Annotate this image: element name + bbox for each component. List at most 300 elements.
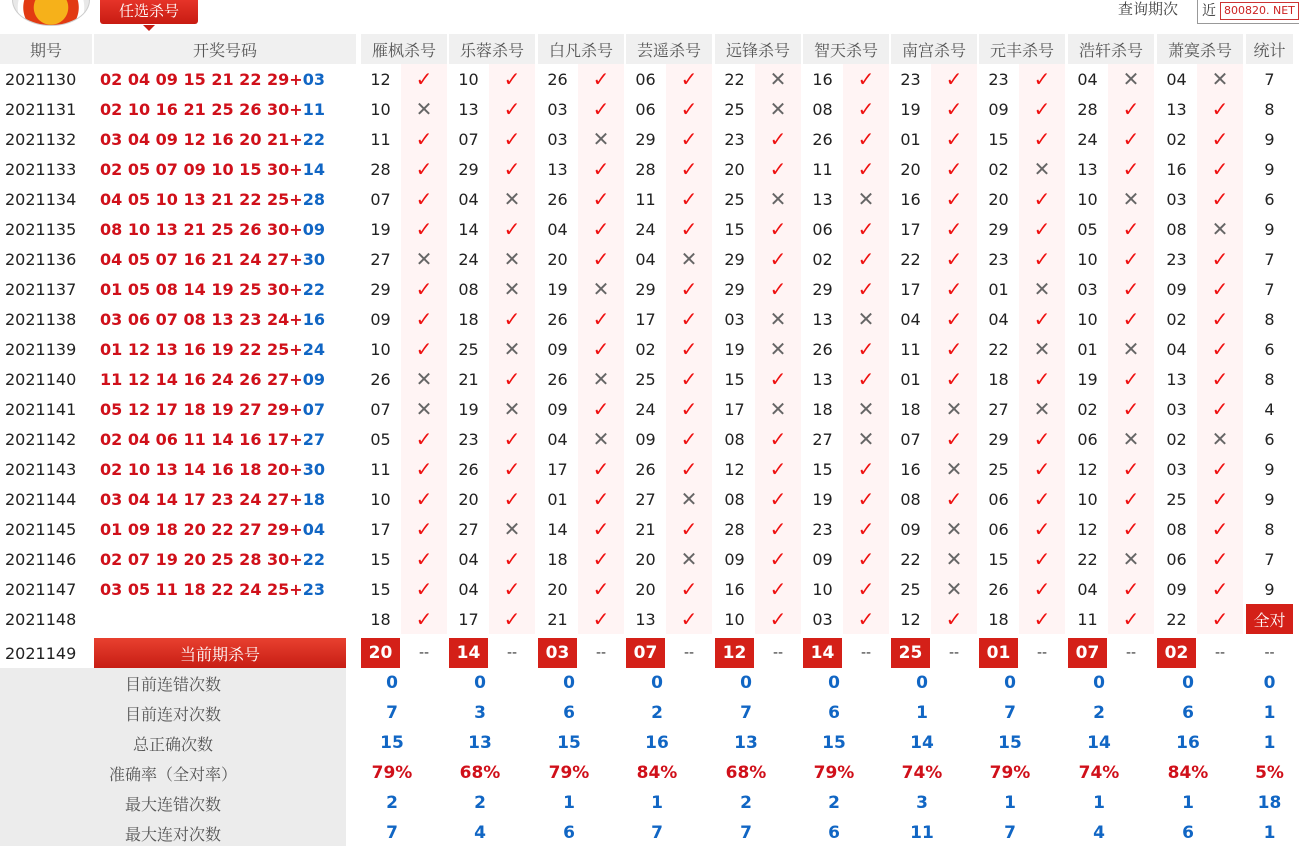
stat-cell: 9: [1246, 214, 1293, 244]
cross-icon: ✕: [931, 394, 977, 424]
stats-value: 16: [1145, 728, 1231, 758]
stats-value: 2: [349, 788, 435, 818]
stats-label: 最大连对次数: [0, 818, 346, 846]
stats-total: 1: [1246, 728, 1293, 758]
column-header-killer: 远锋杀号: [715, 34, 801, 64]
stat-cell: 9: [1246, 454, 1293, 484]
period-cell: 2021140: [0, 364, 92, 394]
kill-number: 10: [361, 484, 400, 514]
stats-row: [0, 668, 1299, 698]
red-balls: 03 04 14 17 23 24 27: [100, 489, 290, 509]
red-balls: 04 05 07 16 21 24 27: [100, 249, 290, 269]
stats-value: 74%: [879, 758, 965, 788]
blue-ball: 11: [302, 99, 325, 119]
kill-number: 18: [891, 394, 930, 424]
stats-value: 6: [526, 818, 612, 846]
stat-cell: 9: [1246, 154, 1293, 184]
blue-ball: 03: [302, 69, 325, 89]
cross-icon: ✕: [1197, 64, 1243, 94]
table-row: [0, 304, 1299, 334]
stats-value: 0: [791, 668, 877, 698]
check-icon: ✓: [755, 364, 801, 394]
kill-number: 26: [538, 64, 577, 94]
check-icon: ✓: [1108, 274, 1154, 304]
stats-value: 1: [526, 788, 612, 818]
kill-number: 12: [715, 454, 754, 484]
stats-total: 5%: [1246, 758, 1293, 788]
check-icon: ✓: [1197, 334, 1243, 364]
kill-number: 04: [626, 244, 665, 274]
kill-number: 16: [891, 454, 930, 484]
cross-icon: ✕: [755, 94, 801, 124]
cross-icon: ✕: [578, 364, 624, 394]
check-icon: ✓: [1108, 454, 1154, 484]
kill-number: 26: [361, 364, 400, 394]
check-icon: ✓: [843, 334, 889, 364]
kill-number: 12: [361, 64, 400, 94]
period-cell: 2021144: [0, 484, 92, 514]
plus-sign: +: [289, 279, 303, 299]
plus-sign: +: [289, 309, 303, 329]
cross-icon: ✕: [843, 184, 889, 214]
check-icon: ✓: [1108, 94, 1154, 124]
kill-number: 28: [1068, 94, 1107, 124]
stat-cell: 6: [1246, 334, 1293, 364]
check-icon: ✓: [755, 124, 801, 154]
kill-number: 03: [803, 604, 842, 634]
check-icon: ✓: [578, 64, 624, 94]
cross-icon: ✕: [489, 334, 535, 364]
column-header-numbers: 开奖号码: [94, 34, 356, 64]
check-icon: ✓: [489, 574, 535, 604]
plus-sign: +: [289, 549, 303, 569]
kill-number: 18: [361, 604, 400, 634]
pending-dash: --: [843, 638, 889, 668]
kill-number: 20: [538, 574, 577, 604]
stat-cell: 9: [1246, 484, 1293, 514]
check-icon: ✓: [755, 454, 801, 484]
check-icon: ✓: [843, 484, 889, 514]
kill-number: 26: [449, 454, 488, 484]
tab-custom-kill[interactable]: 任选杀号: [100, 0, 198, 24]
kill-number: 05: [1068, 214, 1107, 244]
kill-number: 10: [361, 94, 400, 124]
kill-number: 15: [979, 544, 1018, 574]
stats-value: 2: [1056, 698, 1142, 728]
check-icon: ✓: [401, 274, 447, 304]
column-header-killer: 白凡杀号: [538, 34, 624, 64]
draw-numbers-cell: [94, 124, 356, 154]
current-kill-badge: 07: [1068, 638, 1107, 668]
check-icon: ✓: [1019, 484, 1065, 514]
period-cell: 2021135: [0, 214, 92, 244]
kill-number: 04: [1068, 64, 1107, 94]
check-icon: ✓: [666, 604, 712, 634]
stats-value: 84%: [1145, 758, 1231, 788]
blue-ball: 27: [302, 429, 325, 449]
cross-icon: ✕: [1019, 274, 1065, 304]
table-row: [0, 394, 1299, 424]
check-icon: ✓: [1197, 184, 1243, 214]
check-icon: ✓: [401, 124, 447, 154]
stats-value: 0: [703, 668, 789, 698]
kill-number: 25: [715, 94, 754, 124]
check-icon: ✓: [666, 514, 712, 544]
kill-number: 15: [715, 214, 754, 244]
red-balls: 02 05 07 09 10 15 30: [100, 159, 290, 179]
blue-ball: 14: [302, 159, 325, 179]
kill-number: 10: [1068, 184, 1107, 214]
stats-value: 7: [614, 818, 700, 846]
stats-value: 79%: [526, 758, 612, 788]
red-balls: 02 10 16 21 25 26 30: [100, 99, 290, 119]
kill-number: 16: [891, 184, 930, 214]
kill-number: 17: [449, 604, 488, 634]
stats-value: 74%: [1056, 758, 1142, 788]
stat-cell: 7: [1246, 274, 1293, 304]
kill-number: 09: [1157, 274, 1196, 304]
check-icon: ✓: [578, 454, 624, 484]
stats-value: 15: [791, 728, 877, 758]
kill-number: 08: [1157, 214, 1196, 244]
stats-value: 7: [349, 698, 435, 728]
kill-number: 23: [891, 64, 930, 94]
cross-icon: ✕: [843, 394, 889, 424]
period-cell: 2021148: [0, 604, 92, 634]
kill-number: 25: [626, 364, 665, 394]
stats-value: 1: [879, 698, 965, 728]
check-icon: ✓: [578, 484, 624, 514]
kill-number: 09: [538, 394, 577, 424]
kill-number: 06: [1068, 424, 1107, 454]
kill-number: 23: [1157, 244, 1196, 274]
kill-number: 09: [979, 94, 1018, 124]
kill-number: 20: [626, 574, 665, 604]
cross-icon: ✕: [489, 184, 535, 214]
check-icon: ✓: [578, 214, 624, 244]
stats-value: 15: [526, 728, 612, 758]
kill-number: 29: [626, 124, 665, 154]
red-balls: 08 10 13 21 25 26 30: [100, 219, 290, 239]
red-balls: 05 12 17 18 19 27 29: [100, 399, 290, 419]
current-kill-badge: 01: [979, 638, 1018, 668]
red-balls: 03 04 09 12 16 20 21: [100, 129, 290, 149]
kill-number: 02: [979, 154, 1018, 184]
stats-value: 0: [1145, 668, 1231, 698]
cross-icon: ✕: [1108, 64, 1154, 94]
kill-number: 06: [803, 214, 842, 244]
kill-number: 06: [979, 484, 1018, 514]
kill-number: 06: [979, 514, 1018, 544]
site-watermark: 800820. NET: [1220, 2, 1299, 20]
check-icon: ✓: [843, 514, 889, 544]
check-icon: ✓: [1019, 244, 1065, 274]
period-cell: 2021141: [0, 394, 92, 424]
check-icon: ✓: [578, 574, 624, 604]
stats-value: 6: [526, 698, 612, 728]
table-row: [0, 604, 1299, 634]
check-icon: ✓: [931, 424, 977, 454]
check-icon: ✓: [401, 604, 447, 634]
period-cell: 2021131: [0, 94, 92, 124]
column-header-killer: 雁枫杀号: [361, 34, 447, 64]
stats-value: 6: [1145, 698, 1231, 728]
check-icon: ✓: [1108, 604, 1154, 634]
check-icon: ✓: [489, 604, 535, 634]
check-icon: ✓: [1019, 124, 1065, 154]
kill-number: 08: [891, 484, 930, 514]
check-icon: ✓: [666, 94, 712, 124]
check-icon: ✓: [1197, 484, 1243, 514]
check-icon: ✓: [931, 124, 977, 154]
check-icon: ✓: [843, 124, 889, 154]
current-kill-badge: 03: [538, 638, 577, 668]
cross-icon: ✕: [1108, 334, 1154, 364]
stats-value: 84%: [614, 758, 700, 788]
period-cell: 2021149: [0, 638, 92, 668]
check-icon: ✓: [755, 544, 801, 574]
cross-icon: ✕: [1108, 184, 1154, 214]
check-icon: ✓: [489, 94, 535, 124]
plus-sign: +: [289, 399, 303, 419]
cross-icon: ✕: [1108, 544, 1154, 574]
stats-row: [0, 728, 1299, 758]
check-icon: ✓: [931, 334, 977, 364]
draw-numbers-cell: [94, 394, 356, 424]
kill-number: 27: [979, 394, 1018, 424]
cross-icon: ✕: [489, 514, 535, 544]
kill-number: 09: [891, 514, 930, 544]
kill-number: 13: [1068, 154, 1107, 184]
cross-icon: ✕: [666, 244, 712, 274]
kill-number: 20: [891, 154, 930, 184]
check-icon: ✓: [401, 184, 447, 214]
kill-number: 01: [891, 124, 930, 154]
kill-number: 04: [449, 184, 488, 214]
kill-number: 13: [449, 94, 488, 124]
draw-numbers-cell: [94, 244, 356, 274]
check-icon: ✓: [401, 154, 447, 184]
cross-icon: ✕: [1197, 424, 1243, 454]
stats-total: 0: [1246, 668, 1293, 698]
check-icon: ✓: [931, 274, 977, 304]
kill-number: 22: [979, 334, 1018, 364]
cross-icon: ✕: [755, 334, 801, 364]
cross-icon: ✕: [401, 364, 447, 394]
kill-number: 15: [715, 364, 754, 394]
plus-sign: +: [289, 189, 303, 209]
stats-value: 3: [437, 698, 523, 728]
check-icon: ✓: [755, 574, 801, 604]
check-icon: ✓: [666, 184, 712, 214]
kill-number: 03: [1157, 184, 1196, 214]
stat-cell: 6: [1246, 424, 1293, 454]
column-header-stat: 统计: [1246, 34, 1293, 64]
kill-number: 09: [361, 304, 400, 334]
column-header-killer: 元丰杀号: [979, 34, 1065, 64]
plus-sign: +: [289, 159, 303, 179]
check-icon: ✓: [666, 574, 712, 604]
check-icon: ✓: [489, 154, 535, 184]
kill-number: 16: [803, 64, 842, 94]
kill-number: 02: [626, 334, 665, 364]
check-icon: ✓: [578, 394, 624, 424]
check-icon: ✓: [1108, 484, 1154, 514]
plus-sign: +: [289, 369, 303, 389]
kill-number: 11: [891, 334, 930, 364]
kill-number: 25: [979, 454, 1018, 484]
check-icon: ✓: [931, 244, 977, 274]
draw-numbers-cell: [94, 424, 356, 454]
stats-value: 0: [967, 668, 1053, 698]
kill-number: 23: [979, 244, 1018, 274]
kill-number: 10: [1068, 484, 1107, 514]
table-row: [0, 184, 1299, 214]
table-row: [0, 454, 1299, 484]
kill-number: 10: [1068, 304, 1107, 334]
kill-number: 01: [891, 364, 930, 394]
kill-number: 08: [715, 424, 754, 454]
current-kill-badge: 02: [1157, 638, 1196, 668]
kill-number: 08: [1157, 514, 1196, 544]
kill-number: 29: [626, 274, 665, 304]
kill-number: 11: [361, 454, 400, 484]
stats-value: 0: [526, 668, 612, 698]
pending-dash: --: [931, 638, 977, 668]
kill-number: 07: [449, 124, 488, 154]
table-row: [0, 214, 1299, 244]
check-icon: ✓: [1108, 364, 1154, 394]
draw-numbers-cell: [94, 214, 356, 244]
kill-number: 06: [626, 64, 665, 94]
red-balls: 01 12 13 16 19 22 25: [100, 339, 290, 359]
draw-numbers-cell: [94, 334, 356, 364]
check-icon: ✓: [666, 454, 712, 484]
stats-value: 11: [879, 818, 965, 846]
check-icon: ✓: [578, 184, 624, 214]
kill-number: 18: [538, 544, 577, 574]
check-icon: ✓: [578, 604, 624, 634]
kill-number: 04: [979, 304, 1018, 334]
kill-number: 02: [1157, 424, 1196, 454]
draw-numbers-cell: [94, 514, 356, 544]
kill-number: 01: [979, 274, 1018, 304]
kill-number: 06: [1157, 544, 1196, 574]
stats-row: [0, 788, 1299, 818]
stat-cell: 7: [1246, 244, 1293, 274]
kill-number: 02: [1068, 394, 1107, 424]
check-icon: ✓: [1108, 304, 1154, 334]
stats-value: 68%: [437, 758, 523, 788]
current-kill-badge: 12: [715, 638, 754, 668]
stats-label: 准确率（全对率）: [0, 758, 346, 788]
kill-number: 26: [538, 184, 577, 214]
kill-number: 03: [715, 304, 754, 334]
table-row: [0, 124, 1299, 154]
kill-number: 26: [979, 574, 1018, 604]
cross-icon: ✕: [489, 274, 535, 304]
period-cell: 2021136: [0, 244, 92, 274]
kill-number: 18: [449, 304, 488, 334]
query-period-select[interactable]: 近: [1197, 0, 1299, 24]
check-icon: ✓: [666, 304, 712, 334]
cross-icon: ✕: [401, 94, 447, 124]
kill-number: 23: [979, 64, 1018, 94]
kill-number: 21: [538, 604, 577, 634]
kill-number: 18: [979, 604, 1018, 634]
kill-number: 20: [715, 154, 754, 184]
check-icon: ✓: [843, 454, 889, 484]
check-icon: ✓: [666, 64, 712, 94]
stats-row: [0, 758, 1299, 788]
blue-ball: 22: [302, 279, 325, 299]
check-icon: ✓: [755, 214, 801, 244]
red-balls: 02 07 19 20 25 28 30: [100, 549, 290, 569]
stats-value: 1: [1056, 788, 1142, 818]
cross-icon: ✕: [755, 304, 801, 334]
period-cell: 2021147: [0, 574, 92, 604]
check-icon: ✓: [1197, 94, 1243, 124]
stat-cell: 8: [1246, 94, 1293, 124]
check-icon: ✓: [755, 424, 801, 454]
kill-number: 27: [449, 514, 488, 544]
check-icon: ✓: [401, 64, 447, 94]
pending-dash: --: [578, 638, 624, 668]
kill-number: 04: [1157, 64, 1196, 94]
check-icon: ✓: [489, 454, 535, 484]
stats-value: 14: [1056, 728, 1142, 758]
check-icon: ✓: [489, 214, 535, 244]
stats-value: 16: [614, 728, 700, 758]
pending-dash: --: [1019, 638, 1065, 668]
table-row: [0, 334, 1299, 364]
blue-ball: 22: [302, 549, 325, 569]
kill-number: 12: [891, 604, 930, 634]
kill-number: 20: [449, 484, 488, 514]
kill-number: 26: [538, 304, 577, 334]
draw-numbers-cell: [94, 604, 356, 634]
kill-number: 22: [891, 244, 930, 274]
blue-ball: 09: [302, 369, 325, 389]
check-icon: ✓: [1197, 304, 1243, 334]
draw-numbers-cell: [94, 154, 356, 184]
kill-number: 12: [1068, 454, 1107, 484]
check-icon: ✓: [489, 544, 535, 574]
kill-number: 09: [803, 544, 842, 574]
table-row: [0, 574, 1299, 604]
kill-number: 04: [1068, 574, 1107, 604]
check-icon: ✓: [1019, 514, 1065, 544]
check-icon: ✓: [1108, 214, 1154, 244]
stats-value: 1: [614, 788, 700, 818]
table-row: [0, 484, 1299, 514]
kill-number: 19: [361, 214, 400, 244]
check-icon: ✓: [401, 544, 447, 574]
kill-number: 07: [361, 184, 400, 214]
current-kill-badge: 20: [361, 638, 400, 668]
stat-cell: 8: [1246, 514, 1293, 544]
table-row: [0, 514, 1299, 544]
red-balls: 02 10 13 14 16 18 20: [100, 459, 290, 479]
kill-number: 26: [803, 124, 842, 154]
kill-number: 13: [1157, 94, 1196, 124]
check-icon: ✓: [1019, 364, 1065, 394]
current-kill-badge: 25: [891, 638, 930, 668]
check-icon: ✓: [1108, 394, 1154, 424]
check-icon: ✓: [401, 454, 447, 484]
plus-sign: +: [289, 459, 303, 479]
check-icon: ✓: [931, 184, 977, 214]
